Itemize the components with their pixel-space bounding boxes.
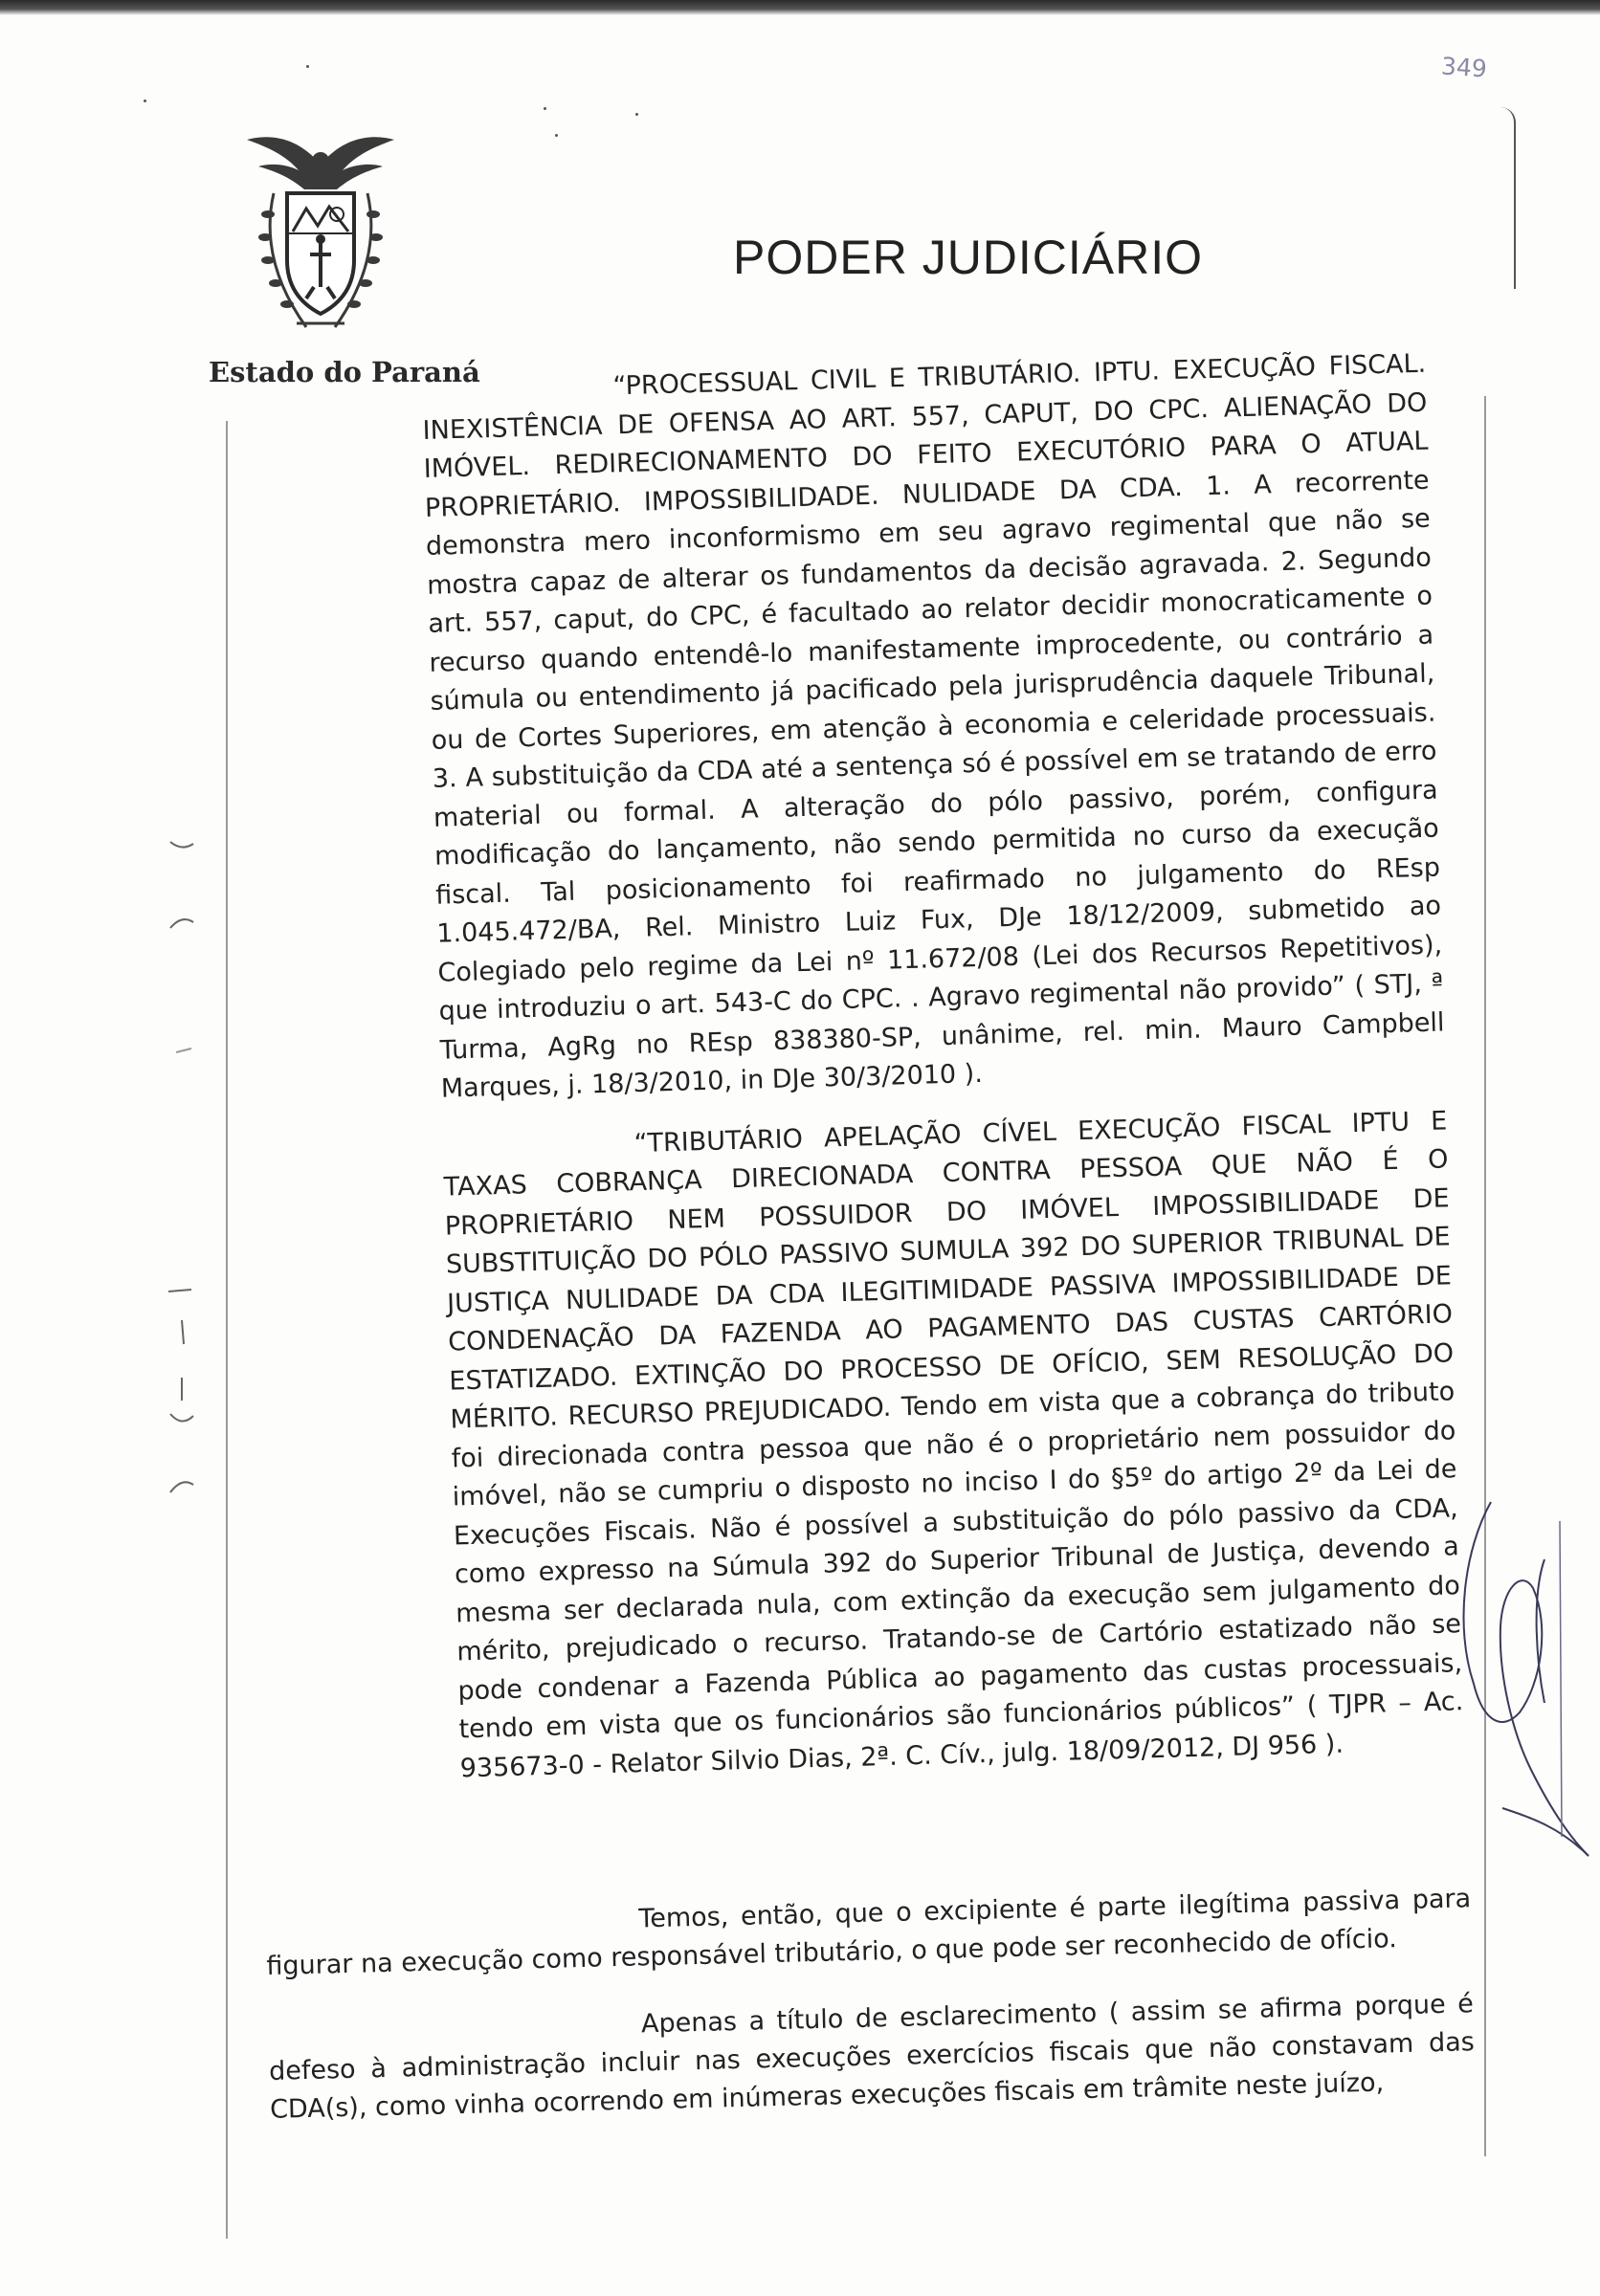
left-margin-rule (226, 421, 228, 2239)
state-label: Estado do Paraná (209, 356, 480, 388)
body-text (265, 1880, 1477, 2158)
paragraph-clarification: Apenas a título de esclarecimento ( assim se afirma porque é defeso à administração incluir nas execuções exercícios fiscais que não constavam das CDA(s), como vinha ocorrendo em inúmeras execuções fiscais em trâmite neste juízo, (268, 1989, 1476, 2125)
scan-speck (635, 113, 638, 116)
header-title: PODER JUDICIÁRIO (733, 231, 1204, 284)
scan-speck (144, 99, 146, 102)
quote-tjpr: “TRIBUTÁRIO APELAÇÃO CÍVEL EXECUÇÃO FISCAL IPTU E TAXAS COBRANÇA DIRECIONADA CONTRA PESSOA QUE NÃO É O PROPRIETÁRIO NEM POSSUIDOR DO IMÓVEL IMPOSSIBILIDADE DE SUBSTITUIÇÃO DO PÓLO PASSIVO SUMULA 392 DO SUPERIOR TRIBUNAL DE JUSTIÇA NULIDADE DA CDA ILEGITIMIDADE PASSIVA IMPOSSIBILIDADE DE CONDENAÇÃO DA FAZENDA AO PAGAMENTO DAS CUSTAS CARTÓRIO ESTATIZADO. EXTINÇÃO DO PROCESSO DE OFÍCIO, SEM RESOLUÇÃO DO MÉRITO. RECURSO PREJUDICADO. Tendo em vista que a cobrança do tributo foi direcionada contra pessoa que não é o proprietário nem possuidor do imóvel, não se cumpriu o disposto no inciso I do §5º do artigo 2º da Lei de Execuções Fiscais. Não é possível a substituição do pólo passivo da CDA, como expresso na Súmula 392 do Superior Tribunal de Justiça, devendo a mesma ser declarada nula, com extinção da execução sem julgamento do mérito, prejudicado o recurso. Tratando-se de Cartório estatizado não se pode condenar a Fazenda Pública ao pagamento das custas processuais, tendo em vista que os funcionários são funcionários públicos” ( TJPR – Ac. 935673-0 - Relator Silvio Dias, 2ª. C. Cív., julg. 18/09/2012, DJ 956 ). (443, 1105, 1464, 1783)
margin-bracket (1500, 107, 1516, 289)
quote-stj: “PROCESSUAL CIVIL E TRIBUTÁRIO. IPTU. EXECUÇÃO FISCAL. INEXISTÊNCIA DE OFENSA AO ART. 557, CAPUT, DO CPC. ALIENAÇÃO DO IMÓVEL. REDIRECIONAMENTO DO FEITO EXECUTÓRIO PARA O ATUAL PROPRIETÁRIO. IMPOSSIBILIDADE. NULIDADE DA CDA. 1. A recorrente demonstra mero inconformismo em seu agravo regimental que não se mostra capaz de alterar os fundamentos da decisão agravada. 2. Segundo art. 557, caput, do CPC, é facultado ao relator decidir monocraticamente o recurso quando entendê-lo manifestamente improcedente, ou contrário a súmula ou entendimento já pacificado pela jurisprudência daquele Tribunal, ou de Cortes Superiores, em atenção à economia e celeridade processuais. 3. A substituição da CDA até a sentença só é possível em se tratando de erro material ou formal. A alteração do pólo passivo, porém, configura modificação do lançamento, não sendo permitida no curso da execução fiscal. Tal posicionamento foi reafirmado no julgamento do REsp 1.045.472/BA, Rel. Ministro Luiz Fux, DJe 18/12/2009, submetido ao Colegiado pelo regime da Lei nº 11.672/08 (Lei dos Recursos Repetitivos), que introduziu o art. 543-C do CPC. . Agravo regimental não provido” ( STJ, ª Turma, AgRg no REsp 838380-SP, unânime, rel. min. Mauro Campbell Marques, j. 18/3/2010, in DJe 30/3/2010 ). (422, 348, 1445, 1104)
scan-speck (544, 107, 546, 110)
paragraph-conclusion: Temos, então, que o excipiente é parte ilegítima passiva para figurar na execução como responsável tributário, o que pode ser reconhecido de ofício. (266, 1884, 1472, 1981)
scan-speck (306, 65, 309, 68)
scan-edge (0, 0, 1600, 15)
page-number: 349 (1440, 52, 1488, 83)
quoted-jurisprudence (421, 345, 1465, 1789)
handwritten-initials (1445, 1492, 1598, 1894)
hole-punch-marks (163, 823, 201, 1358)
hole-punch-marks (163, 1378, 201, 1512)
parana-coat-of-arms-icon (230, 126, 411, 344)
scan-speck (555, 134, 558, 137)
